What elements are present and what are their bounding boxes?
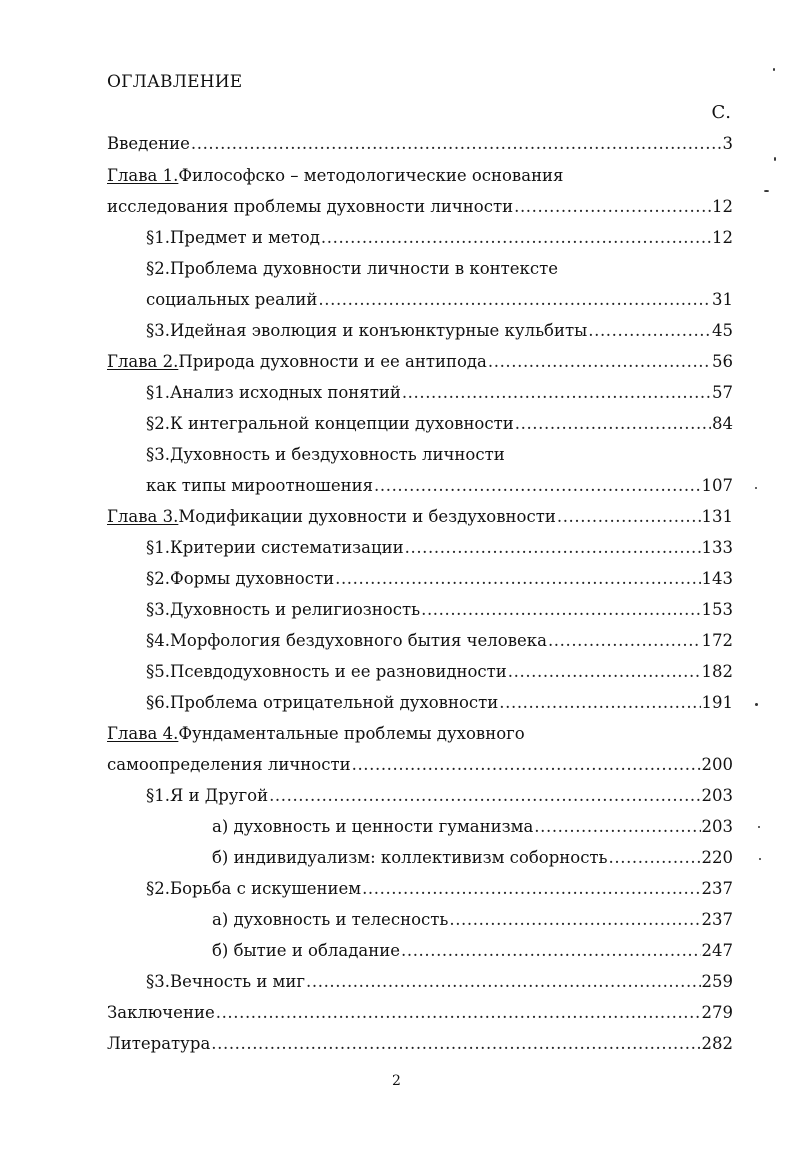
toc-entry-ch3-s2[interactable] [146, 569, 733, 593]
scan-speck [774, 157, 776, 161]
leader-dots [269, 786, 700, 805]
leader-dots [352, 755, 701, 774]
toc-entry-ch1-s1[interactable] [146, 228, 733, 252]
chapter-label: Глава 3. [107, 507, 179, 526]
toc-entry-text: §6.Проблема отрицательной духовности [146, 693, 499, 712]
chapter-title: Философско – методологические основания [178, 166, 564, 185]
toc-page-number: 220 [701, 848, 733, 867]
toc-page-number: 172 [701, 631, 733, 650]
toc-page-number: 259 [701, 972, 733, 991]
toc-entry-text: §2.К интегральной концепции духовности [146, 414, 514, 433]
leader-dots [191, 134, 722, 153]
leader-dots [514, 197, 711, 216]
leader-dots [449, 910, 700, 929]
toc-chapter-2[interactable] [107, 352, 733, 376]
toc-page-number: 84 [712, 414, 733, 433]
toc-entry-text: а) духовность и телесность [212, 910, 449, 929]
toc-entry-text: б) бытие и обладание [212, 941, 401, 960]
toc-entry-text: б) индивидуализм: коллективизм соборность [212, 848, 608, 867]
toc-chapter-3[interactable] [107, 507, 733, 531]
chapter-title: Природа духовности и ее антипода [178, 352, 487, 371]
toc-entry-text: §3.Вечность и миг [146, 972, 306, 991]
leader-dots [534, 817, 700, 836]
toc-entry-ch4-s1[interactable] [146, 786, 733, 810]
chapter-label: Глава 2. [107, 352, 179, 371]
toc-entry-ch3-s4[interactable] [146, 631, 733, 655]
leader-dots [335, 569, 700, 588]
toc-page-number: 237 [701, 879, 733, 898]
toc-entry-intro[interactable] [107, 134, 733, 158]
toc-entry-ch1-s3[interactable] [146, 321, 733, 345]
toc-entry-text: Введение [107, 134, 190, 153]
toc-entry-text [107, 507, 556, 526]
toc-entry-ch4-s2[interactable] [146, 879, 733, 903]
toc-page-number: 182 [701, 662, 733, 681]
toc-entry-ch2-s1[interactable] [146, 383, 733, 407]
leader-dots [548, 631, 701, 650]
toc-entry-text: Заключение [107, 1003, 215, 1022]
leader-dots [211, 1034, 700, 1053]
scan-speck [773, 68, 775, 71]
toc-entry-text: §1.Критерии систематизации [146, 538, 404, 557]
toc-entry-ch2-s2[interactable] [146, 414, 733, 438]
toc-page-number: 237 [701, 910, 733, 929]
toc-page-number: 133 [701, 538, 733, 557]
toc-entry-ch4-s3[interactable] [146, 972, 733, 996]
scan-speck [755, 703, 758, 706]
leader-dots [421, 600, 700, 619]
toc-page-number: 131 [701, 507, 733, 526]
scan-speck [758, 826, 760, 828]
leader-dots [488, 352, 711, 371]
toc-page-number: 191 [701, 693, 733, 712]
toc-page-number: 57 [712, 383, 733, 402]
toc-entry-literature[interactable] [107, 1034, 733, 1058]
toc-entry-ch1-s2-line2[interactable] [146, 290, 733, 314]
leader-dots [306, 972, 700, 991]
toc-page-number: 153 [701, 600, 733, 619]
toc-entry-text: §3.Духовность и религиозность [146, 600, 421, 619]
toc-entry-text: §4.Морфология бездуховного бытия человека [146, 631, 547, 650]
toc-entry-text: §5.Псевдодуховность и ее разновидности [146, 662, 507, 681]
toc-chapter-4-title-line1[interactable] [107, 724, 525, 748]
toc-page-number: 31 [712, 290, 733, 309]
toc-entry-text: §1.Предмет и метод [146, 228, 320, 247]
toc-entry-text: Литература [107, 1034, 211, 1053]
leader-dots [374, 476, 700, 495]
toc-chapter-1-title-line1[interactable] [107, 166, 563, 190]
toc-entry-text: §3.Идейная эволюция и конъюнктурные кульбиты [146, 321, 588, 340]
toc-heading: ОГЛАВЛЕНИЕ [107, 72, 243, 92]
toc-entry-ch4-s1-b[interactable] [212, 848, 733, 872]
toc-entry-ch4-s1-a[interactable] [212, 817, 733, 841]
scan-speck [764, 190, 769, 192]
toc-entry-ch4-s2-b[interactable] [212, 941, 733, 965]
chapter-label: Глава 4. [107, 724, 179, 743]
toc-page-number: 143 [701, 569, 733, 588]
leader-dots [557, 507, 701, 526]
toc-entry-ch3-s5[interactable] [146, 662, 733, 686]
leader-dots [588, 321, 711, 340]
toc-entry-text: социальных реалий [146, 290, 318, 309]
toc-entry-ch3-s3[interactable] [146, 600, 733, 624]
toc-entry-text: §2.Борьба с искушением [146, 879, 362, 898]
toc-page-number: 45 [712, 321, 733, 340]
toc-entry-ch3-s1[interactable] [146, 538, 733, 562]
toc-page-number: 247 [701, 941, 733, 960]
toc-entry-text: §1.Я и Другой [146, 786, 269, 805]
leader-dots [508, 662, 701, 681]
toc-page-number: 282 [701, 1034, 733, 1053]
toc-entry-ch1-s2-line1[interactable]: §2.Проблема духовности личности в контексте [146, 259, 558, 278]
leader-dots [402, 383, 711, 402]
leader-dots [515, 414, 711, 433]
toc-entry-ch3-s6[interactable] [146, 693, 733, 717]
leader-dots [609, 848, 701, 867]
toc-page-number: 200 [701, 755, 733, 774]
toc-page-number: 12 [712, 228, 733, 247]
toc-entry-text: самоопределения личности [107, 755, 351, 774]
toc-entry-text: как типы мироотношения [146, 476, 374, 495]
toc-chapter-4-title-line2[interactable] [107, 755, 733, 779]
toc-entry-text: §2.Формы духовности [146, 569, 335, 588]
leader-dots [321, 228, 711, 247]
toc-chapter-1-title-line2[interactable] [107, 197, 733, 221]
toc-entry-text: исследования проблемы духовности личности [107, 197, 514, 216]
toc-entry-text [107, 352, 487, 371]
scan-speck [755, 487, 757, 489]
leader-dots [401, 941, 700, 960]
chapter-title: Фундаментальные проблемы духовного [178, 724, 525, 743]
toc-entry-text: §1.Анализ исходных понятий [146, 383, 401, 402]
toc-page-number: 56 [712, 352, 733, 371]
page-column-header: С. [711, 102, 731, 123]
toc-entry-text: а) духовность и ценности гуманизма [212, 817, 534, 836]
chapter-title: Модификации духовности и бездуховности [178, 507, 556, 526]
leader-dots [499, 693, 700, 712]
page-number-footer: 2 [392, 1073, 401, 1089]
toc-entry-ch2-s3-line1[interactable]: §3.Духовность и бездуховность личности [146, 445, 505, 464]
toc-page-number: 203 [701, 817, 733, 836]
chapter-label: Глава 1. [107, 166, 179, 185]
toc-page-number: 279 [701, 1003, 733, 1022]
toc-page-number: 203 [701, 786, 733, 805]
toc-entry-conclusion[interactable] [107, 1003, 733, 1027]
leader-dots [216, 1003, 701, 1022]
scan-speck [759, 858, 761, 860]
toc-page-number: 3 [722, 134, 733, 153]
toc-page-number: 12 [712, 197, 733, 216]
leader-dots [362, 879, 700, 898]
leader-dots [318, 290, 711, 309]
toc-entry-ch2-s3-line2[interactable] [146, 476, 733, 500]
leader-dots [405, 538, 701, 557]
toc-page-number: 107 [701, 476, 733, 495]
toc-entry-ch4-s2-a[interactable] [212, 910, 733, 934]
